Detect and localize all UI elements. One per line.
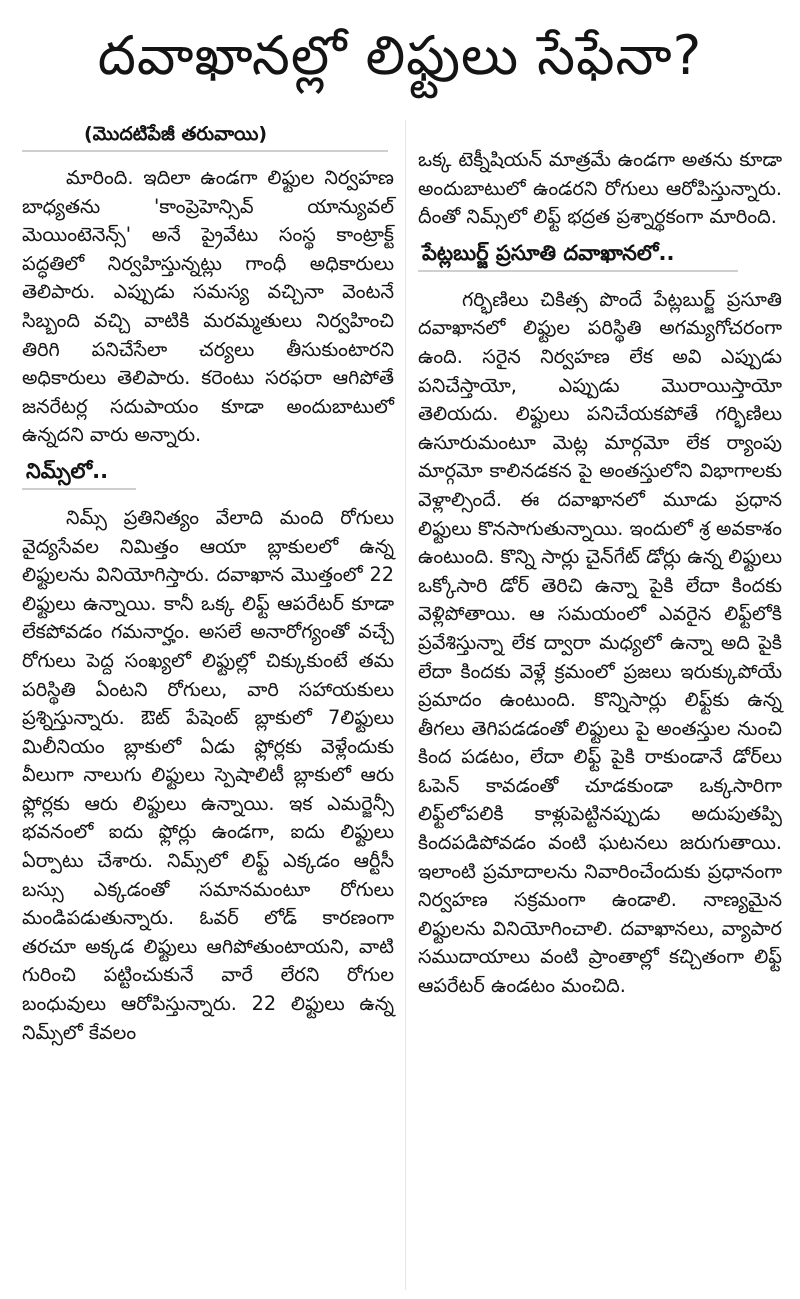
subheading-nims: నిమ్స్‌లో.. xyxy=(22,456,136,490)
left-paragraph-1: మారింది. ఇదిలా ఉండగా లిఫ్టుల నిర్వహణ బాధ్యతను 'కాంప్రెహెన్సివ్ యాన్యువల్ మెయింటెనెన్స్' అనే ప్రైవేటు సంస్థ కాంట్రాక్ట్ పద్ధతిలో నిర్వహిస్తున్నట్లు గాంధీ అధికారులు తెలిపారు. ఎప్పుడు సమస్య వచ్చినా వెంటనే సిబ్బంది వచ్చి వాటికి మరమ్మతులు నిర్వహించి తిరిగి పనిచేసేలా చర్యలు తీసుకుంటారని అధికారులు తెలిపారు. కరెంటు సరఫరా ఆగిపోతే జనరేటర్ల సదుపాయం కూడా అందుబాటులో ఉన్నదని వారు అన్నారు. xyxy=(22,166,394,447)
left-paragraph-2: నిమ్స్ ప్రతినిత్యం వేలాది మంది రోగులు వైద్యసేవల నిమిత్తం ఆయా బ్లాకులలో ఉన్న లిఫ్టులను వినియోగిస్తారు. దవాఖాన మొత్తంలో 22 లిఫ్టులు ఉన్నాయి. కానీ ఒక్క లిఫ్ట్ ఆపరేటర్ కూడా లేకపోవడం గమనార్హం. అసలే అనారోగ్యంతో వచ్చే రోగులు పెద్ద సంఖ్యలో లిఫ్టుల్లో చిక్కుకుంటే తమ పరిస్థితి ఏంటని రోగులు, వారి సహాయకులు ప్రశ్నిస్తున్నారు. ఔట్ పేషెంట్ బ్లాకులో 7లిఫ్టులు మిలీనియం బ్లాకులో ఏడు ఫ్లోర్లకు వెళ్లేందుకు వీలుగా నాలుగు లిఫ్టులు స్పెషాలిటీ బ్లాకులో ఆరు ఫ్లోర్లకు ఆరు లిఫ్టులు ఉన్నాయి. ఇక ఎమర్జెన్సీ భవనంలో ఐదు ఫ్లోర్లు ఉండగా, ఐదు లిఫ్టులు ఏర్పాటు చేశారు. నిమ్స్‌లో లిఫ్ట్ ఎక్కడం ఆర్టీసీ బస్సు ఎక్కడంతో సమానమంటూ రోగులు మండిపడుతున్నారు. ఓవర్ లోడ్ కారణంగా తరచూ అక్కడ లిఫ్టులు ఆగిపోతుంటాయని, వాటి గురించి పట్టించుకునే వారే లేరని రోగుల బంధువులు ఆరోపిస్తున్నారు. 22 లిఫ్టులు ఉన్న నిమ్స్‌లో కేవలం xyxy=(22,505,394,1044)
right-column xyxy=(418,146,782,1007)
continued-note: (మొదటిపేజీ తరువాయి) xyxy=(22,120,388,152)
right-paragraph-1: ఒక్క టెక్నీషియన్ మాత్రమే ఉండగా అతను కూడా అందుబాటులో ఉండరని రోగులు ఆరోపిస్తున్నారు. దీంతో నిమ్స్‌లో లిఫ్ట్ భద్రత ప్రశ్నార్థకంగా మారింది. xyxy=(418,148,782,229)
right-paragraph-2: గర్భిణిలు చికిత్స పొందే పేట్లబుర్జ్ ప్రసూతి దవాఖానలో లిఫ్టుల పరిస్థితి అగమ్యగోచరంగా ఉంది. సరైన నిర్వహణ లేక అవి ఎప్పుడు పనిచేస్తాయో, ఎప్పుడు మొరాయిస్తాయో తెలియదు. లిఫ్టులు పనిచేయకపోతే గర్భిణిలు ఉసూరుమంటూ మెట్ల మార్గమో లేక ర్యాంపు మార్గమో కాలినడకన పై అంతస్తులోని విభాగాలకు వెళ్లాల్సిందే. ఈ దవాఖానలో మూడు ప్రధాన లిఫ్టులు కొనసాగుతున్నాయి. ఇందులో శ్ర అవకాశం ఉంటుంది. కొన్ని సార్లు చైన్‌గేట్ డోర్లు ఉన్న లిఫ్టులు ఒక్కోసారి డోర్ తెరిచి ఉన్నా పైకి లేదా కిందకు వెళ్లిపోతాయి. ఆ సమయంలో ఎవరైన లిఫ్ట్‌లోకి ప్రవేశిస్తున్నా లేక ద్వారా మధ్యలో ఉన్నా అది పైకి లేదా కిందకు వెళ్లే క్రమంలో ప్రజలు ఇరుక్కుపోయే ప్రమాదం ఉంటుంది. కొన్నిసార్లు లిఫ్ట్‌కు ఉన్న తీగలు తెగిపడడంతో లిఫ్టులు పై అంతస్తుల నుంచి కింద పడటం, లేదా లిఫ్ట్ పైకి రాకుండానే డోర్‌లు ఓపెన్ కావడంతో చూడకుండా ఒక్కసారిగా లిఫ్ట్‌లోపలికి కాళ్లుపెట్టినప్పుడు అదుపుతప్పి కిందపడిపోవడం వంటి ఘటనలు జరుగుతాయి. ఇలాంటి ప్రమాదాలను నివారించేందుకు ప్రధానంగా నిర్వహణ సక్రమంగా ఉండాలి. నాణ్యమైన లిఫ్టులను వినియోగించాలి. దవాఖానలు, వ్యాపార సముదాయాలు వంటి ప్రాంతాల్లో కచ్చితంగా లిఫ్ట్ ఆపరేటర్ ఉండటం మంచిది. xyxy=(418,287,782,998)
column-divider xyxy=(405,120,406,1290)
headline: దవాఖానల్లో లిఫ్టులు సేఫేనా? xyxy=(97,24,703,87)
subheading-petlaburj: పేట్లబుర్జ్ ప్రసూతి దవాఖానలో.. xyxy=(418,238,738,272)
left-column xyxy=(22,120,394,1053)
